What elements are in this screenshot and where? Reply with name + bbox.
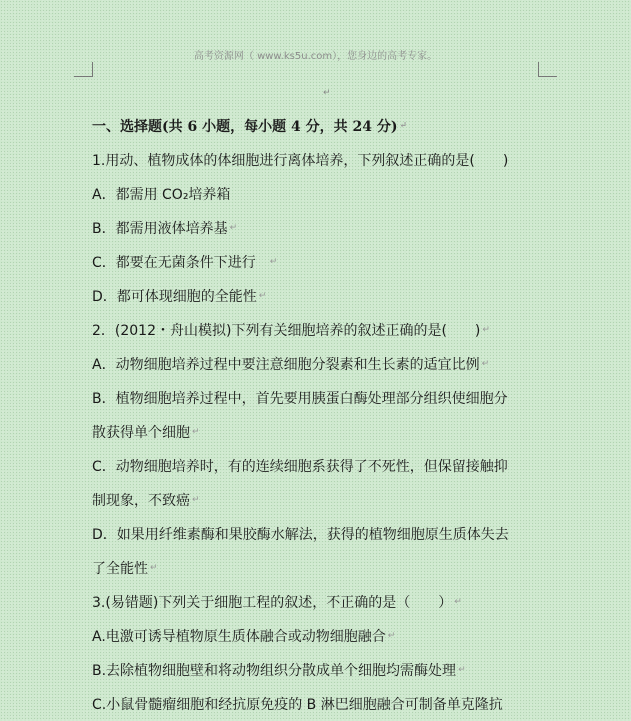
question-text: 2．(2012・舟山模拟)下列有关细胞培养的叙述正确的是( ) [92,323,481,339]
option-text: A.电激可诱导植物原生质体融合或动物细胞融合 [92,629,386,645]
option-line [92,619,562,653]
question-text: 1.用动、植物成体的体细胞进行离体培养，下列叙述正确的是( ) [92,153,509,169]
option-text: A．都需用 CO₂培养箱 [92,187,231,203]
option-text: C．都要在无菌条件下进行 [92,255,256,271]
option-text: B．植物细胞培养过程中，首先要用胰蛋白酶处理部分组织使细胞分 [92,391,508,407]
option-text: D．如果用纤维素酶和果胶酶水解法，获得的植物细胞原生质体失去 [92,527,509,543]
option-line [92,279,562,313]
paragraph-mark-icon: ↵ [150,563,158,573]
option-line [92,449,562,483]
paragraph-mark-icon: ↵ [192,495,200,505]
paragraph-mark-icon: ↵ [482,325,490,335]
question-line [92,585,562,619]
option-text: C．动物细胞培养时，有的连续细胞系获得了不死性，但保留接触抑 [92,459,508,475]
option-line [92,687,562,721]
paragraph-mark-icon: ↵ [258,291,267,301]
option-text: B.去除植物细胞壁和将动物组织分散成单个细胞均需酶处理 [92,663,457,679]
option-line [92,653,562,687]
paragraph-mark-icon: ↵ [323,88,331,98]
paragraph-mark-icon: ↵ [454,597,462,607]
margin-corner-mark-left [74,62,93,77]
option-line [92,211,562,245]
paragraph-mark-icon: ↵ [458,665,466,675]
option-line-continued [92,551,562,585]
option-text: 散获得单个细胞 [92,425,190,441]
option-text: A．动物细胞培养过程中要注意细胞分裂素和生长素的适宜比例 [92,357,480,373]
option-line [92,245,562,279]
question-line [92,313,562,347]
margin-corner-mark-right [538,62,557,77]
document-body [92,109,562,721]
option-text: 了全能性 [92,561,148,577]
question-line [92,143,562,177]
paragraph-mark-icon: ↵ [399,121,408,131]
option-line [92,347,562,381]
paragraph-mark-icon: ↵ [229,223,238,233]
question-text: 3.(易错题)下列关于细胞工程的叙述，不正确的是（ ） [92,595,453,611]
option-line-continued [92,483,562,517]
paragraph-mark-icon: ↵ [192,427,200,437]
option-line [92,177,562,211]
section-heading [92,109,562,143]
option-line [92,381,562,415]
option-text: D．都可体现细胞的全能性 [92,289,257,305]
option-text: C.小鼠骨髓瘤细胞和经抗原免疫的 B 淋巴细胞融合可制备单克隆抗 [92,697,503,713]
paragraph-mark-icon: ↵ [269,257,278,267]
section-heading-text: 一、选择题(共 6 小题，每小题 4 分，共 24 分) [92,119,398,135]
page-header-text: 高考资源网（ www.ks5u.com），您身边的高考专家。 [193,51,438,62]
option-text: B．都需用液体培养基 [92,221,228,237]
option-line [92,517,562,551]
paragraph-mark-icon: ↵ [387,631,396,641]
option-line-continued [92,415,562,449]
option-text: 制现象，不致癌 [92,493,190,509]
paragraph-mark-icon: ↵ [481,359,490,369]
